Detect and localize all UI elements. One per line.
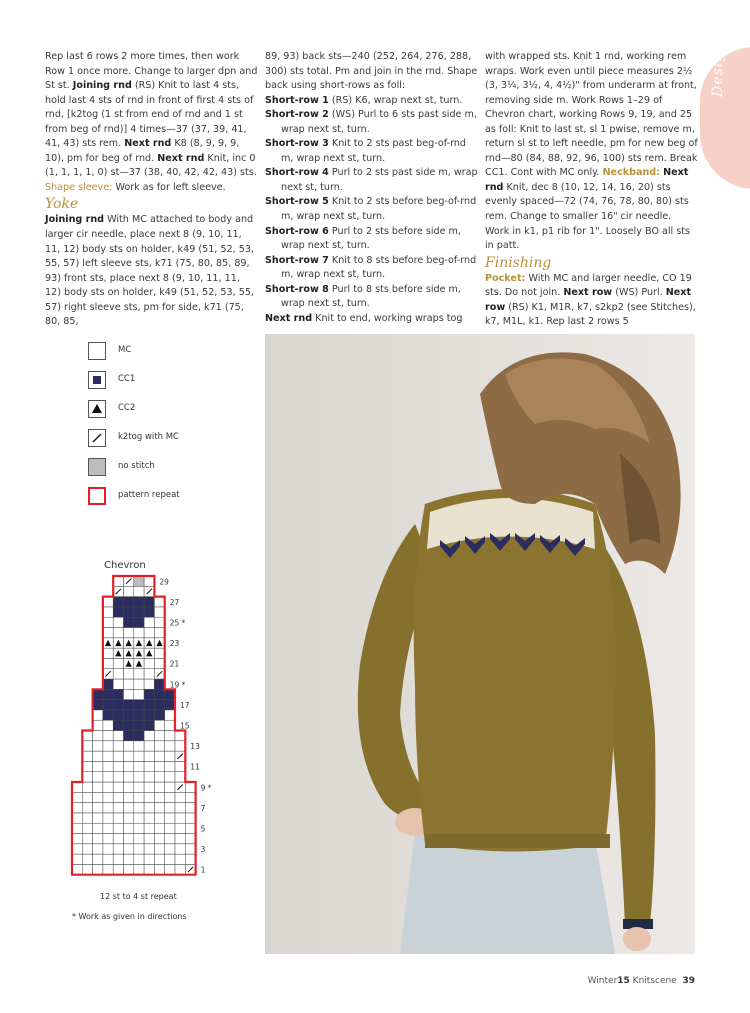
chart-cell: [144, 823, 154, 833]
chart-cell: [113, 700, 123, 710]
row-label: 29: [159, 577, 169, 587]
chart-cell: [175, 834, 185, 844]
chart-cell: [72, 803, 82, 813]
chart-cell: [72, 823, 82, 833]
chart-cell: [124, 813, 134, 823]
chart-cell: [113, 731, 123, 741]
chart-cell: [113, 597, 123, 607]
chart-cell: [72, 792, 82, 802]
short-row-item: Short-row 8 Purl to 8 sts before side m, wrap next st, turn.: [265, 283, 461, 310]
chart-cell: [154, 751, 164, 761]
chart-cell: [185, 803, 195, 813]
row-label: 23: [169, 639, 180, 649]
chart-cell: [82, 844, 92, 854]
chart-cell: [103, 813, 113, 823]
row-label: 3: [200, 845, 206, 855]
chart-cell: [154, 658, 164, 668]
row-label: 25 *: [169, 618, 186, 628]
text-column-2: [265, 50, 478, 326]
chart-cell: [175, 772, 185, 782]
text-column-3: [485, 50, 698, 330]
paragraph: Joining rnd With MC attached to body and larger cir needle, place next 8 (9, 10, 11, 11, 12) body sts on holder, k49 (51, 52, 53, 55, 57) left sleeve sts, k71 (75, 80, 85, 89, 93) front sts, place next 8 (9, 10, 11, 11, 12) body sts on holder, k49 (51, 52, 53, 55, 57) right sleeve sts, pm for side, k71 (75, 80, 85,: [45, 214, 254, 328]
chart-cell: [144, 761, 154, 771]
chart-cell: [154, 700, 164, 710]
cc2-triangle-icon: [88, 400, 106, 418]
chart-cell: [144, 658, 154, 668]
chart-cell: [134, 792, 144, 802]
chart-cell: [103, 607, 113, 617]
chart-cell: [175, 813, 185, 823]
chart-cell: [124, 751, 134, 761]
chart-cell: [103, 834, 113, 844]
chart-cell: [124, 823, 134, 833]
chart-cell: [154, 607, 164, 617]
chart-cell: [93, 720, 103, 730]
chart-cell: [134, 597, 144, 607]
chart-cell: [175, 792, 185, 802]
photo-illustration: [265, 334, 695, 954]
chart-cell: [154, 834, 164, 844]
chart-cell: [154, 792, 164, 802]
chart-cell: [144, 772, 154, 782]
chart-cell: [113, 658, 123, 668]
chart-cell: [103, 700, 113, 710]
chart-cell: [144, 597, 154, 607]
row-label: 19 *: [169, 680, 186, 690]
chart-cell: [124, 710, 134, 720]
chart-cell: [82, 772, 92, 782]
chart-cell: [113, 720, 123, 730]
chart-cell: [134, 576, 144, 586]
chart-cell: [113, 823, 123, 833]
chart-cell: [103, 751, 113, 761]
chevron-chart: [60, 572, 230, 888]
chart-cell: [72, 782, 82, 792]
chart-cell: [93, 834, 103, 844]
chart-cell: [93, 689, 103, 699]
chart-cell: [165, 834, 175, 844]
chart-cell: [175, 761, 185, 771]
chart-cell: [113, 803, 123, 813]
chart-cell: [124, 834, 134, 844]
chart-cell: [165, 772, 175, 782]
chart-cell: [72, 854, 82, 864]
chart-cell: [144, 628, 154, 638]
short-row-item: Next rnd Knit to end, working wraps tog: [265, 312, 463, 324]
chart-cell: [113, 761, 123, 771]
chart-caption: 12 st to 4 st repeat: [100, 892, 177, 901]
short-row-item: Short-row 7 Knit to 8 sts before beg-of-rnd m, wrap next st, turn.: [265, 254, 477, 281]
chart-cell: [134, 864, 144, 874]
chart-cell: [134, 772, 144, 782]
chart-cell: [165, 700, 175, 710]
designer-tab-label: Designer: [710, 24, 726, 97]
chart-cell: [103, 741, 113, 751]
chart-cell: [154, 710, 164, 720]
chart-cell: [113, 844, 123, 854]
chart-cell: [154, 628, 164, 638]
chart-cell: [103, 720, 113, 730]
chart-cell: [113, 792, 123, 802]
chart-cell: [185, 834, 195, 844]
chart-cell: [154, 864, 164, 874]
chart-cell: [144, 803, 154, 813]
chart-cell: [93, 823, 103, 833]
chart-cell: [134, 617, 144, 627]
chart-cell: [72, 834, 82, 844]
short-row-item: Short-row 4 Purl to 2 sts past side m, wrap next st, turn.: [265, 167, 478, 193]
chart-cell: [175, 741, 185, 751]
chart-cell: [113, 628, 123, 638]
chart-cell: [103, 658, 113, 668]
chart-cell: [165, 844, 175, 854]
chart-cell: [103, 772, 113, 782]
chart-cell: [93, 803, 103, 813]
chart-cell: [103, 731, 113, 741]
chart-cell: [144, 854, 154, 864]
chart-cell: [113, 679, 123, 689]
chart-cell: [124, 854, 134, 864]
chart-cell: [134, 844, 144, 854]
chart-cell: [175, 864, 185, 874]
chart-cell: [144, 617, 154, 627]
chart-cell: [82, 803, 92, 813]
chart-cell: [144, 710, 154, 720]
chart-footnote: * Work as given in directions: [72, 912, 187, 921]
chart-cell: [144, 607, 154, 617]
chart-cell: [144, 864, 154, 874]
row-label: 21: [169, 659, 180, 669]
chart-cell: [82, 813, 92, 823]
chart-cell: [154, 813, 164, 823]
chart-cell: [144, 741, 154, 751]
yoke-heading: Yoke: [45, 196, 79, 213]
chart-cell: [113, 741, 123, 751]
chart-cell: [165, 731, 175, 741]
chart-cell: [93, 844, 103, 854]
chart-cell: [113, 772, 123, 782]
chart-cell: [154, 761, 164, 771]
chart-cell: [154, 823, 164, 833]
chart-cell: [124, 720, 134, 730]
row-label: 9 *: [200, 783, 212, 793]
chart-cell: [72, 864, 82, 874]
chart-cell: [144, 720, 154, 730]
chart-cell: [124, 700, 134, 710]
short-row-list: [265, 94, 478, 327]
chart-cell: [134, 679, 144, 689]
row-label: 11: [190, 762, 200, 772]
chart-cell: [185, 854, 195, 864]
chart-cell: [103, 617, 113, 627]
chart-cell: [124, 782, 134, 792]
chart-cell: [113, 617, 123, 627]
chart-cell: [134, 731, 144, 741]
chart-cell: [144, 576, 154, 586]
chart-cell: [154, 803, 164, 813]
chart-cell: [82, 834, 92, 844]
chart-cell: [134, 628, 144, 638]
chart-cell: [124, 741, 134, 751]
chart-cell: [103, 679, 113, 689]
chart-cell: [103, 803, 113, 813]
chart-cell: [124, 586, 134, 596]
chart-cell: [103, 648, 113, 658]
chart-cell: [154, 854, 164, 864]
short-row-item: Short-row 5 Knit to 2 sts before beg-of-rnd m, wrap next st, turn.: [265, 196, 477, 223]
chart-cell: [103, 761, 113, 771]
chart-cell: [103, 864, 113, 874]
chart-cell: [165, 761, 175, 771]
chart-cell: [103, 689, 113, 699]
chart-cell: [93, 710, 103, 720]
designer-tab: [700, 24, 750, 189]
chart-cell: [103, 710, 113, 720]
chart-cell: [154, 782, 164, 792]
chart-cell: [144, 792, 154, 802]
chart-cell: [185, 823, 195, 833]
chart-cell: [134, 823, 144, 833]
k2tog-slash-icon: [88, 429, 106, 447]
paragraph: 89, 93) back sts—240 (252, 264, 276, 288, 300) sts total. Pm and join in the rnd. Shape back using short-rows as foll:: [265, 51, 478, 92]
chart-cell: [165, 854, 175, 864]
row-label: 27: [169, 597, 180, 607]
page-number: 39: [682, 976, 695, 986]
chart-cell: [82, 792, 92, 802]
chart-cell: [165, 803, 175, 813]
chart-cell: [124, 689, 134, 699]
chart-cell: [124, 844, 134, 854]
chart-cell: [103, 844, 113, 854]
chart-cell: [134, 669, 144, 679]
chart-cell: [154, 772, 164, 782]
chart-cell: [134, 782, 144, 792]
mc-swatch: [88, 342, 106, 360]
row-label: 1: [200, 865, 206, 875]
chart-cell: [154, 617, 164, 627]
chart-cell: [154, 720, 164, 730]
paragraph: Pocket: With MC and larger needle, CO 19 sts. Do not join. Next row (WS) Purl. Next row (RS) K1, M1R, k7, s2kp2 (see Stitches), k7, M1L, k1. Rep last 2 rows 5: [485, 272, 696, 328]
chart-cell: [144, 669, 154, 679]
chart-cell: [103, 628, 113, 638]
chart-cell: [82, 731, 92, 741]
chart-cell: [134, 720, 144, 730]
chart-cell: [175, 854, 185, 864]
chart-cell: [175, 803, 185, 813]
chart-cell: [124, 669, 134, 679]
chart-cell: [154, 648, 164, 658]
chart-cell: [144, 844, 154, 854]
cc1-swatch: [88, 371, 106, 389]
chart-cell: [113, 813, 123, 823]
chart-cell: [154, 689, 164, 699]
row-label: 7: [200, 803, 206, 813]
chart-cell: [82, 854, 92, 864]
chart-cell: [144, 782, 154, 792]
chart-cell: [113, 864, 123, 874]
chart-cell: [154, 731, 164, 741]
chart-cell: [113, 669, 123, 679]
chart-cell: [124, 617, 134, 627]
chart-cell: [165, 710, 175, 720]
chart-cell: [185, 813, 195, 823]
chart-title: Chevron: [104, 560, 146, 571]
chart-cell: [134, 689, 144, 699]
chart-cell: [82, 741, 92, 751]
chart-cell: [82, 823, 92, 833]
chart-cell: [134, 607, 144, 617]
chart-cell: [124, 731, 134, 741]
chart-cell: [165, 720, 175, 730]
chart-cell: [144, 731, 154, 741]
sweater-photo: [265, 334, 695, 954]
chart-cell: [93, 813, 103, 823]
chart-cell: [113, 710, 123, 720]
chart-cell: [154, 844, 164, 854]
chart-cell: [144, 700, 154, 710]
pattern-repeat-swatch: [88, 487, 106, 505]
chart-cell: [144, 689, 154, 699]
chart-cell: [185, 844, 195, 854]
text-column-1: [45, 50, 258, 330]
chart-cell: [165, 792, 175, 802]
chart-cell: [93, 741, 103, 751]
chart-cell: [165, 751, 175, 761]
chart-cell: [93, 700, 103, 710]
chart-cell: [134, 586, 144, 596]
chart-cell: [165, 741, 175, 751]
chart-cell: [124, 864, 134, 874]
chart-cell: [82, 761, 92, 771]
chart-cell: [165, 782, 175, 792]
chart-cell: [165, 689, 175, 699]
chart-cell: [113, 607, 123, 617]
row-label: 5: [200, 824, 206, 834]
chart-cell: [134, 761, 144, 771]
chart-cell: [124, 792, 134, 802]
chart-cell: [93, 782, 103, 792]
short-row-item: Short-row 6 Purl to 2 sts before side m, wrap next st, turn.: [265, 225, 461, 252]
chart-cell: [113, 854, 123, 864]
chart-cell: [134, 710, 144, 720]
chart-cell: [124, 761, 134, 771]
chart-cell: [185, 782, 195, 792]
chart-cell: [165, 823, 175, 833]
chart-cell: [72, 813, 82, 823]
chart-cell: [124, 679, 134, 689]
chart-cell: [144, 679, 154, 689]
no-stitch-swatch: [88, 458, 106, 476]
paragraph: Rep last 6 rows 2 more times, then work Row 1 once more. Change to larger dpn and St st. Joining rnd (RS) Knit to last 4 sts, hold last 4 sts of rnd in front of first 4 sts of rnd, [k2tog (1 st from end of rnd and 1 st from beg of rnd)] 4 times—37 (37, 39, 41, 41, 43) sts rem. Next rnd K8 (8, 9, 9, 9, 10), pm for beg of rnd. Next rnd Knit, inc 0 (1, 1, 1, 1, 0) st—37 (38, 40, 42, 42, 43) sts. Shape sleeve: Work as for left sleeve.: [45, 51, 258, 193]
chart-cell: [93, 792, 103, 802]
chart-cell: [103, 792, 113, 802]
page-footer: Winter15 Knitscene 39: [587, 976, 695, 986]
chart-cell: [103, 597, 113, 607]
chart-cell: [134, 700, 144, 710]
chart-cell: [93, 761, 103, 771]
chart-cell: [72, 844, 82, 854]
chart-cell: [165, 813, 175, 823]
chart-cell: [82, 782, 92, 792]
short-row-item: Short-row 1 (RS) K6, wrap next st, turn.: [265, 94, 463, 106]
chart-cell: [103, 823, 113, 833]
chart-cell: [144, 834, 154, 844]
chart-cell: [113, 576, 123, 586]
short-row-item: Short-row 2 (WS) Purl to 6 sts past side m, wrap next st, turn.: [265, 109, 477, 135]
chart-cell: [124, 628, 134, 638]
chart-cell: [93, 772, 103, 782]
chart-cell: [103, 854, 113, 864]
chart-cell: [134, 813, 144, 823]
chart-cell: [113, 782, 123, 792]
chart-cell: [134, 803, 144, 813]
chart-cell: [113, 751, 123, 761]
paragraph: with wrapped sts. Knit 1 rnd, working rem wraps. Work even until piece measures 2½ (3, 3¼, 3½, 4, 4½)" from underarm at front, removing side m. Work Rows 1–29 of Chevron chart, working Rows 9, 19, and 25 as foll: Knit to last st, sl 1 pwise, remove m, return sl st to left needle, pm for new beg of rnd—80 (84, 88, 92, 96, 100) sts rem. Break CC1. Cont with MC only. Neckband: Next rnd Knit, dec 8 (10, 12, 14, 16, 20) sts evenly spaced—72 (74, 76, 78, 80, 80) sts rem. Change to smaller 16" cir needle. Work in k1, p1 rib for 1". Loosely BO all sts in patt.: [485, 51, 698, 252]
chart-cell: [82, 751, 92, 761]
chart-cell: [124, 607, 134, 617]
finishing-heading: Finishing: [485, 254, 552, 271]
chart-cell: [175, 731, 185, 741]
chart-cell: [175, 823, 185, 833]
chart-cell: [93, 731, 103, 741]
chart-cell: [93, 751, 103, 761]
row-label: 17: [180, 700, 190, 710]
chart-cell: [93, 854, 103, 864]
chart-cell: [154, 679, 164, 689]
chart-cell: [113, 689, 123, 699]
chart-cell: [154, 597, 164, 607]
chart-cell: [113, 834, 123, 844]
chart-cell: [165, 864, 175, 874]
chart-cell: [124, 597, 134, 607]
chart-cell: [134, 751, 144, 761]
chart-cell: [144, 813, 154, 823]
chart-cell: [134, 854, 144, 864]
chart-cell: [134, 741, 144, 751]
chart-cell: [124, 772, 134, 782]
chart-cell: [103, 782, 113, 792]
chart-cell: [154, 741, 164, 751]
chart-cell: [185, 792, 195, 802]
short-row-item: Short-row 3 Knit to 2 sts past beg-of-rnd m, wrap next st, turn.: [265, 138, 467, 164]
chart-cell: [134, 834, 144, 844]
chart-cell: [124, 803, 134, 813]
chart-cell: [93, 864, 103, 874]
chart-cell: [175, 844, 185, 854]
chart-cell: [82, 864, 92, 874]
row-label: 13: [190, 742, 200, 752]
row-label: 15: [180, 721, 190, 731]
chart-cell: [144, 751, 154, 761]
